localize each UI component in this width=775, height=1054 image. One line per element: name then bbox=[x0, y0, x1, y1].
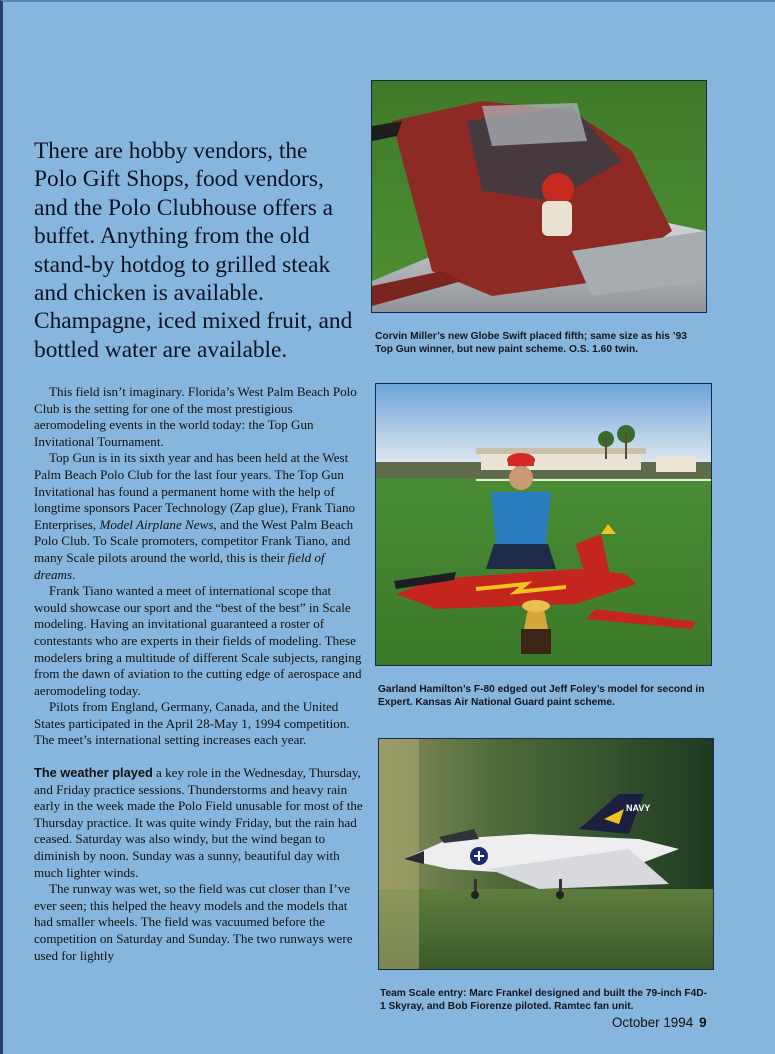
photo-2-caption: Garland Hamilton’s F-80 edged out Jeff Foley’s model for second in Expert. Kansas Air National Guard paint scheme. bbox=[378, 684, 705, 708]
pull-quote: There are hobby vendors, the Polo Gift Shops, food vendors, and the Polo Clubhouse offers a buffet. Anything from the old stand-by hotdog to grilled steak and chicken is available. Champagne, iced mixed fruit, and bottled water are available. bbox=[34, 138, 353, 363]
photo-3-caption: Team Scale entry: Marc Frankel designed and built the 79-inch F4D-1 Skyray, and Bob Fiorenze piloted. Ramtec fan unit. bbox=[380, 988, 708, 1012]
tail-navy-text: NAVY bbox=[626, 803, 651, 813]
run-in-heading: The weather played bbox=[34, 765, 153, 781]
photo-f80 bbox=[375, 383, 712, 666]
paragraph-2-mid: , and the West Palm Beach Polo Club. To Scale promoters, competitor Frank Tiano, and many Scale pilots around the world, this is their bbox=[34, 516, 354, 565]
paragraph-2-text: Top Gun is in its sixth year and has been held at the West Palm Beach Polo Club for the last four years. The Top Gun Invitational has found a permanent home with the help of longtime sponsors Pacer Technology (Zap glue), Frank Tiano Enterprises, bbox=[34, 450, 356, 532]
photo-globe-swift bbox=[371, 80, 707, 313]
paragraph-4: Pilots from England, Germany, Canada, and the United States participated in the April 28-May 1, 1994 competition. The meet’s international setting increases each year. bbox=[34, 699, 350, 748]
paragraph-3: Frank Tiano wanted a meet of international scope that would showcase our sport and the “best of the best” in Scale modeling. Having an invitational guaranteed a roster of contestants who are experts in their fields of modeling. These modelers bring a multitude of different Scale subjects, ranging from the dawn of aviation to the cutting edge of aerospace and aeromodeling today. bbox=[34, 583, 362, 698]
photo-1-caption: Corvin Miller’s new Globe Swift placed fifth; same size as his ’93 Top Gun winner, but new paint scheme. O.S. 1.60 twin. bbox=[375, 331, 687, 355]
paragraph-5-text: a key role in the Wednesday, Thursday, and Friday practice sessions. Thunderstorms and heavy rain early in the week made the Polo Field unusable for most of the Thursday practice. It was quite windy Friday, but the rain had ceased. Saturday was also windy, but the wind began to diminish by noon. Sunday was a sunny, beautiful day with much lighter winds. bbox=[34, 765, 363, 880]
article-body bbox=[34, 384, 364, 964]
issue-date: October 1994 bbox=[612, 1015, 694, 1030]
paragraph-2-end: . bbox=[72, 566, 76, 582]
page-number: 9 bbox=[699, 1015, 707, 1030]
paragraph-2 bbox=[34, 450, 364, 583]
magazine-name: Model Airplane News bbox=[99, 516, 214, 532]
photo-skyray bbox=[378, 738, 714, 970]
field-of-dreams-emphasis: field of dreams bbox=[34, 549, 325, 582]
paragraph-5 bbox=[34, 765, 364, 881]
page-folio bbox=[612, 1015, 707, 1030]
paragraph-6: The runway was wet, so the field was cut closer than I’ve ever seen; this helped the heavy models and the models that had smaller wheels. The field was vacuumed before the competition on Saturday and Sunday. The two runways were used for lightly bbox=[34, 881, 353, 963]
paragraph-1: This field isn’t imaginary. Florida’s West Palm Beach Polo Club is the setting for one of the most prestigious aeromodeling events in the world today: the Top Gun Invitational Tournament. bbox=[34, 384, 357, 449]
